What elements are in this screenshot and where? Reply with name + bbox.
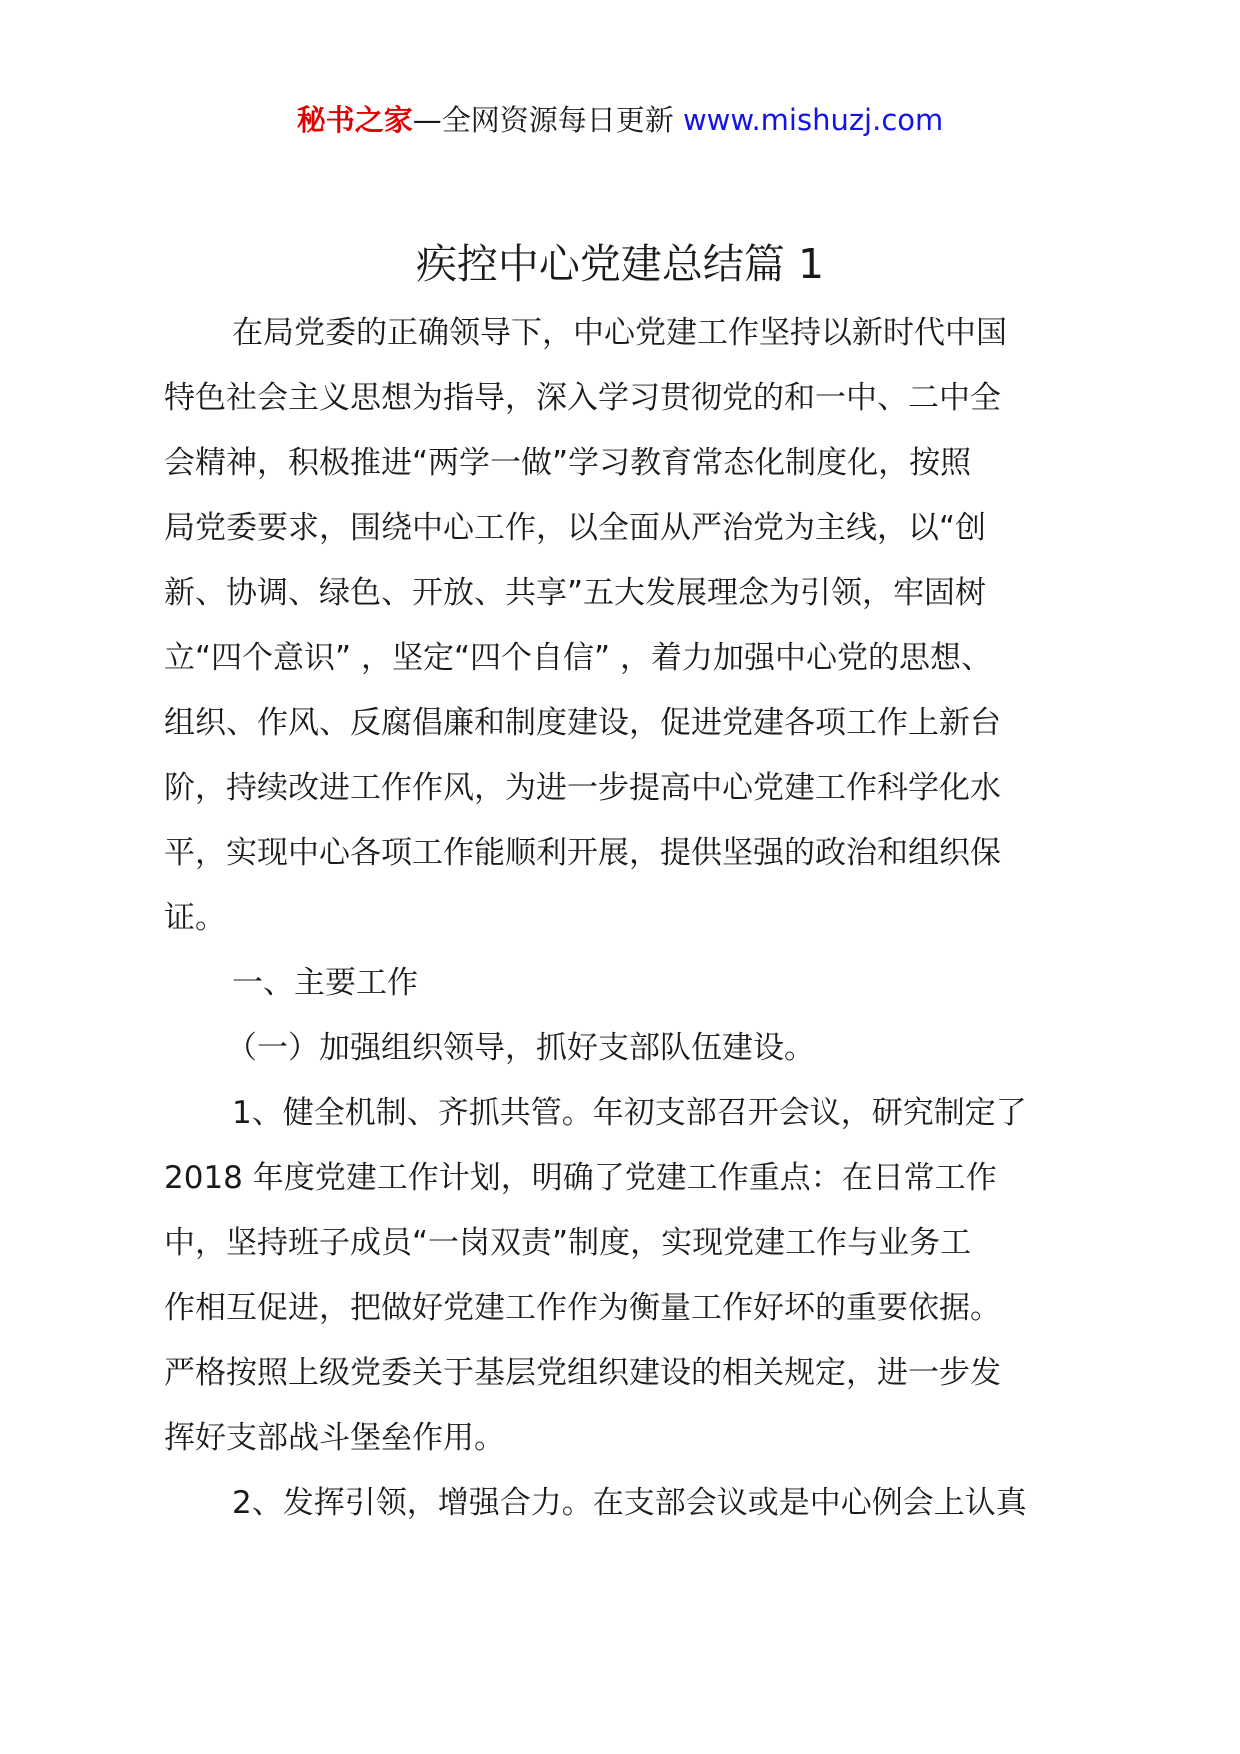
document-title: 疾控中心党建总结篇 1 bbox=[415, 240, 825, 288]
paragraph-line: 在局党委的正确领导下，中心党建工作坚持以新时代中国 bbox=[232, 315, 1007, 351]
paragraph-line: 1、健全机制、齐抓共管。年初支部召开会议，研究制定了 bbox=[232, 1095, 1027, 1131]
site-url-link[interactable]: www.mishuzj.com bbox=[682, 103, 944, 137]
document-body bbox=[164, 301, 1088, 1536]
paragraph-line: 挥好支部战斗堡垒作用。 bbox=[164, 1420, 505, 1456]
paragraph-line: 2、发挥引领，增强合力。在支部会议或是中心例会上认真 bbox=[232, 1485, 1027, 1521]
site-header bbox=[0, 100, 1240, 140]
paragraph-line: 组织、作风、反腐倡廉和制度建设，促进党建各项工作上新台 bbox=[164, 705, 1001, 741]
paragraph-line: 阶，持续改进工作作风，为进一步提高中心党建工作科学化水 bbox=[164, 770, 1001, 806]
site-brand: 秘书之家 bbox=[296, 103, 413, 137]
paragraph-line: 证。 bbox=[164, 900, 226, 936]
paragraph-line: 会精神，积极推进“两学一做”学习教育常态化制度化，按照 bbox=[164, 445, 972, 481]
paragraph-line: 2018 年度党建工作计划，明确了党建工作重点：在日常工作 bbox=[164, 1160, 997, 1196]
paragraph-line: 中，坚持班子成员“一岗双责”制度，实现党建工作与业务工 bbox=[164, 1225, 972, 1261]
paragraph-line: 立“四个意识” ，坚定“四个自信” ，着力加强中心党的思想、 bbox=[164, 640, 992, 676]
paragraph-line: 新、协调、绿色、开放、共享”五大发展理念为引领，牢固树 bbox=[164, 575, 987, 611]
subsection-heading: （一）加强组织领导，抓好支部队伍建设。 bbox=[226, 1030, 815, 1066]
site-slogan: —全网资源每日更新 bbox=[412, 103, 674, 137]
paragraph-line: 局党委要求，围绕中心工作，以全面从严治党为主线，以“创 bbox=[164, 510, 987, 546]
paragraph-line: 特色社会主义思想为指导，深入学习贯彻党的和一中、二中全 bbox=[164, 380, 1001, 416]
paragraph-line: 作相互促进，把做好党建工作作为衡量工作好坏的重要依据。 bbox=[164, 1290, 1001, 1326]
paragraph-line: 平，实现中心各项工作能顺利开展，提供坚强的政治和组织保 bbox=[164, 835, 1001, 871]
paragraph-line: 严格按照上级党委关于基层党组织建设的相关规定，进一步发 bbox=[164, 1355, 1001, 1391]
section-heading: 一、主要工作 bbox=[232, 965, 418, 1001]
